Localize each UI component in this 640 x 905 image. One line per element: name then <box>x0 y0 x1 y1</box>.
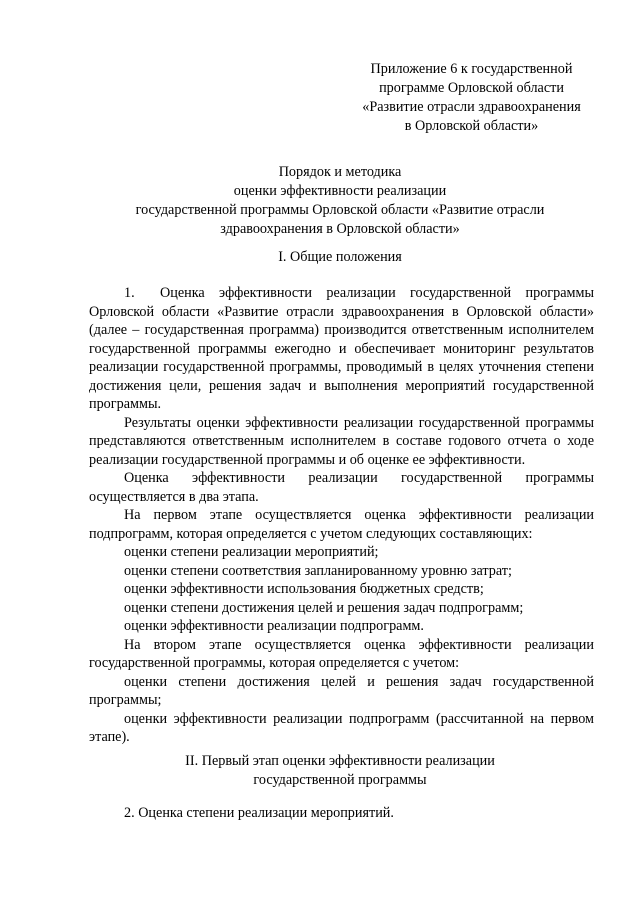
appendix-note <box>330 60 613 136</box>
paragraph: На первом этапе осуществляется оценка эффективности реализации подпрограмм, которая определяется с учетом следующих составляющих: <box>89 507 594 542</box>
paragraph-item-1 <box>89 284 594 414</box>
list-item: оценки степени достижения целей и решения задач подпрограмм; <box>124 599 524 616</box>
item-text: Оценка эффективности реализации государственной программы Орловской области «Развитие отрасли здравоохранения в Орловской области» (далее – государственная программа) производится ответственным исполнителем государственной программы ежегодно и обеспечивает мониторинг результатов реализации государственной программы, проводимый в целях уточнения степени достижения цели, решения задач и выполнения мероприятий государственной программы. <box>89 285 594 412</box>
item-number: 1. <box>124 285 135 301</box>
appendix-line: Приложение 6 к государственной <box>370 61 573 77</box>
section-2-heading <box>110 752 570 790</box>
document-title <box>110 163 570 239</box>
list-item: оценки степени реализации мероприятий; <box>124 544 379 560</box>
section-1-body <box>89 284 594 747</box>
list-item: оценки степени достижения целей и решения задач государственной программы; <box>89 673 594 708</box>
paragraph: На втором этапе осуществляется оценка эффективности реализации государственной программы, которая определяется с учетом: <box>89 636 594 671</box>
appendix-line: программе Орловской области <box>379 80 564 96</box>
paragraph-item-2: 2. Оценка степени реализации мероприятий. <box>124 805 394 821</box>
list-item: оценки эффективности использования бюджетных средств; <box>124 581 484 597</box>
list-item: оценки степени соответствия запланированному уровню затрат; <box>124 562 512 579</box>
title-line: оценки эффективности реализации <box>233 183 447 199</box>
title-line: Порядок и методика <box>278 164 402 180</box>
appendix-line: в Орловской области» <box>404 118 539 134</box>
list-item: оценки эффективности реализации подпрограмм. <box>124 618 424 634</box>
paragraph: Результаты оценки эффективности реализации государственной программы представляются ответственным исполнителем в составе годового отчета о ходе реализации государственной программы и об оценке ее эффективности. <box>89 414 594 468</box>
title-line: здравоохранения в Орловской области» <box>220 221 460 237</box>
heading-line: II. Первый этап оценки эффективности реализации <box>185 753 495 769</box>
paragraph: Оценка эффективности реализации государственной программы осуществляется в два этапа. <box>89 470 594 505</box>
heading-line: государственной программы <box>253 772 427 788</box>
appendix-line: «Развитие отрасли здравоохранения <box>362 99 581 115</box>
list-item: оценки эффективности реализации подпрограмм (рассчитанной на первом этапе). <box>89 710 594 745</box>
title-line: государственной программы Орловской области «Развитие отрасли <box>135 202 545 218</box>
section-1-heading: I. Общие положения <box>278 249 402 265</box>
